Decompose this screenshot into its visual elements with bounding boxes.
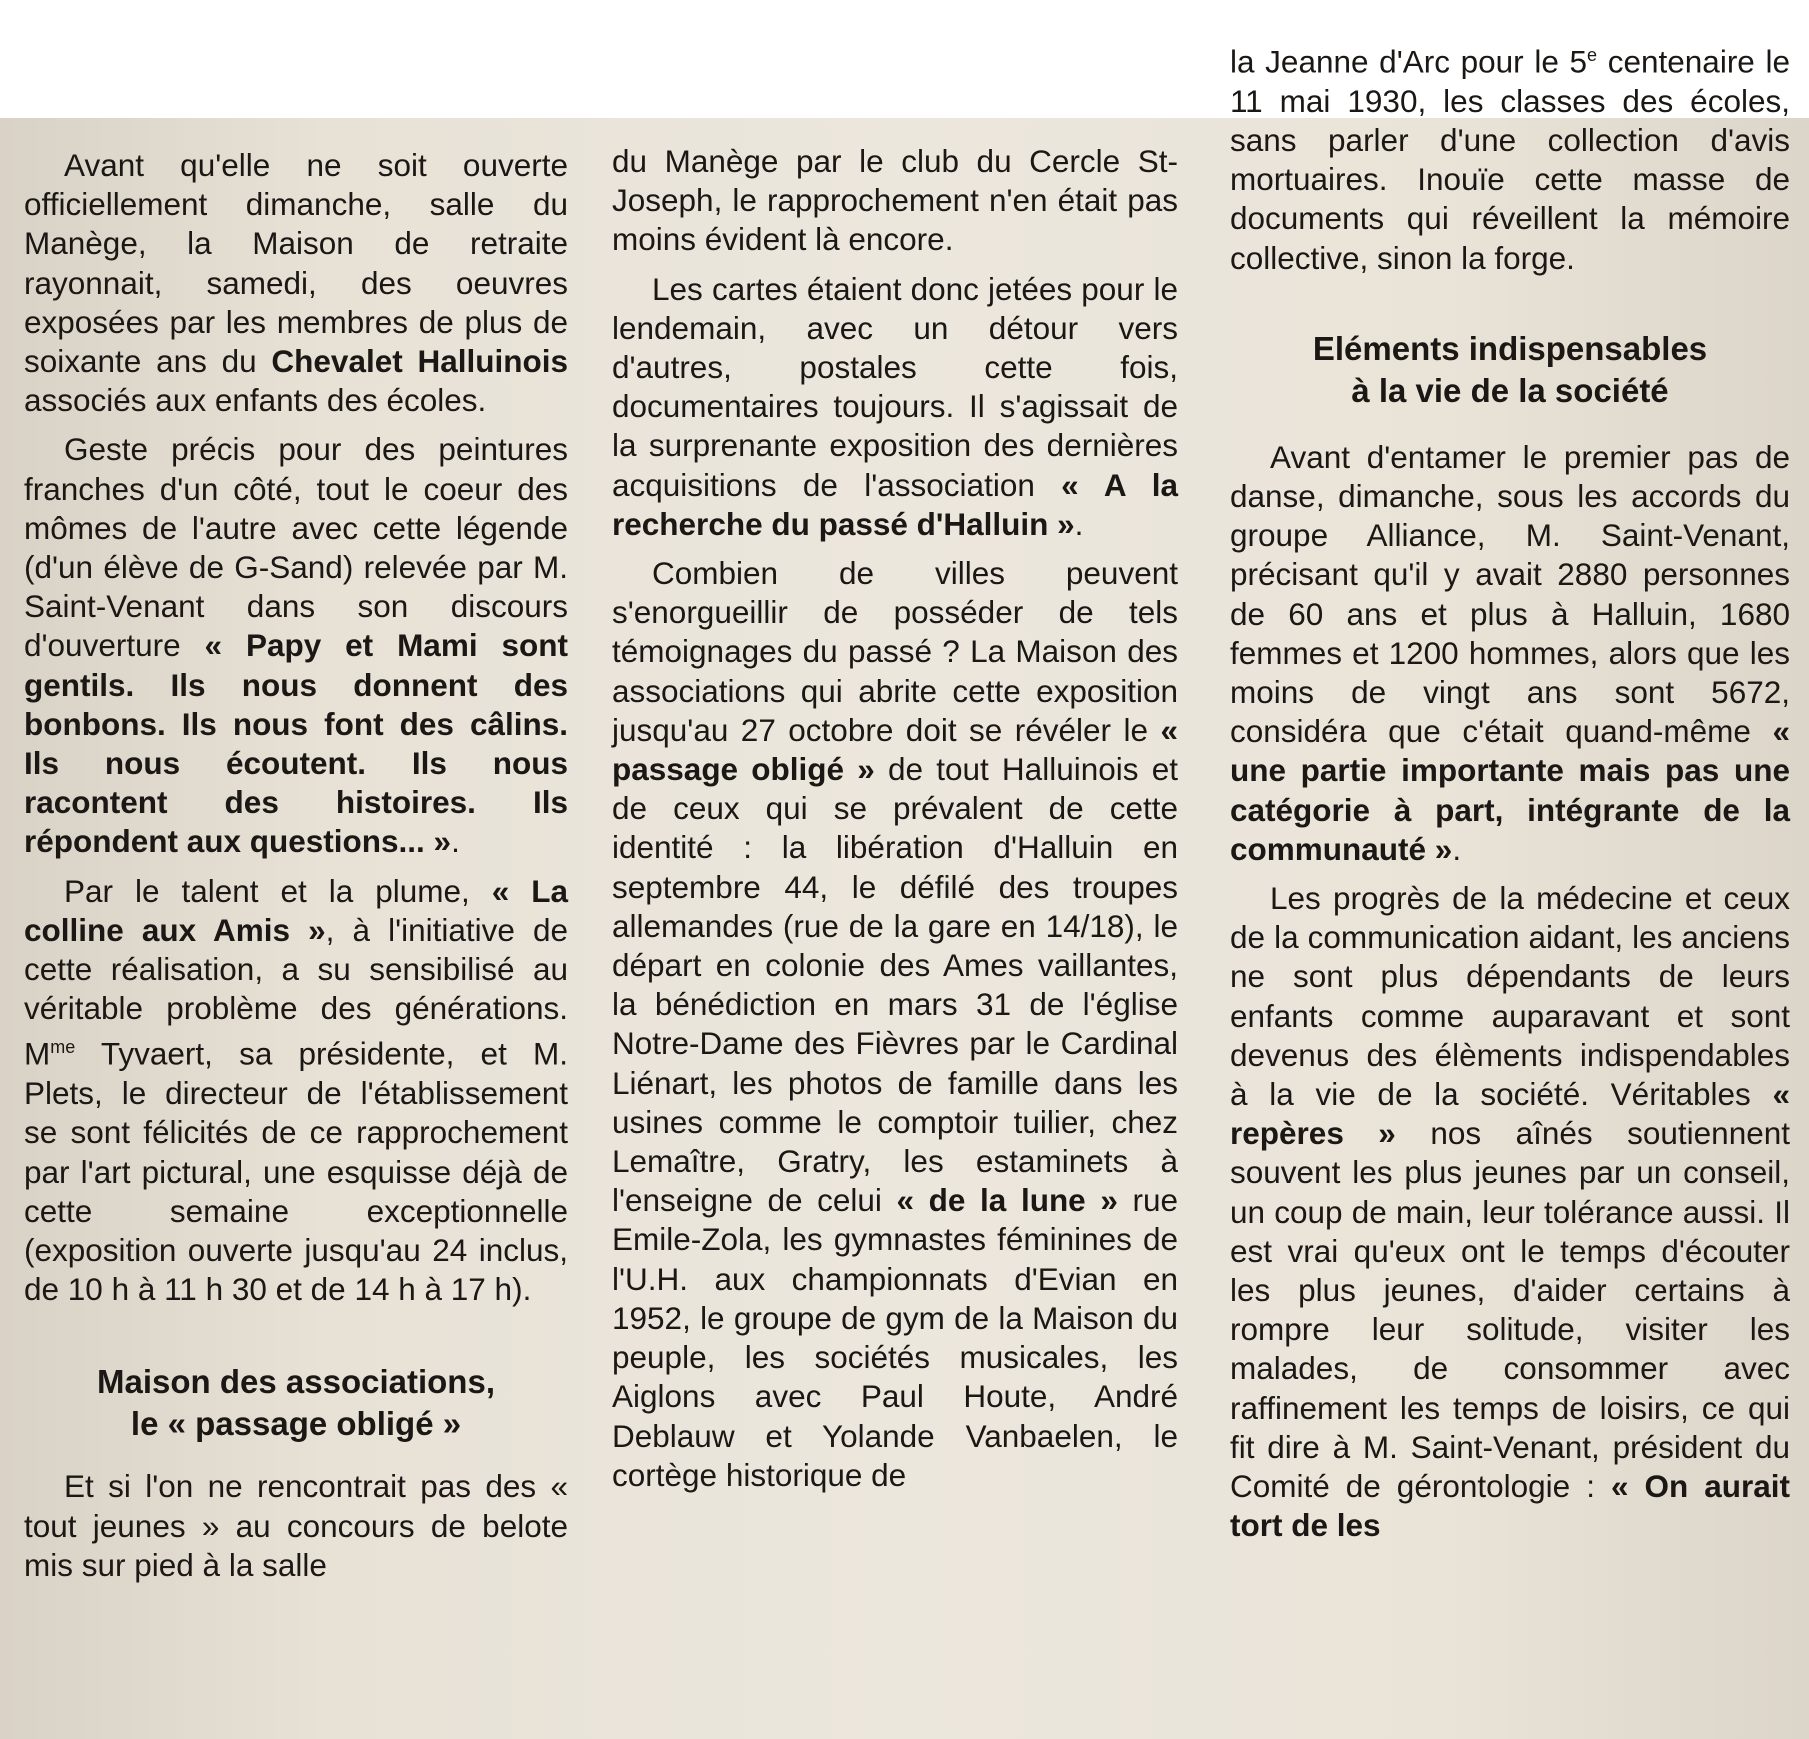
bold-quote: « une partie importante mais pas une catégorie à part, intégrante de la communauté » [1230,713,1790,867]
section-heading [1230,328,1790,412]
text-run: Tyvaert, sa présidente, et M. Plets, le directeur de l'établissement se sont félicités de ce rapprochement par l'art pictural, une esquisse déjà de cette semaine exceptionnelle (exposition ouverte jusqu'au 24 inclus, de 10 h à 11 h 30 et de 14 h à 17 h). [24,1035,568,1308]
paragraph [612,554,1178,1495]
text-run: nos aînés soutiennent souvent les plus jeunes par un conseil, un coup de main, leur tolérance aussi. Il est vrai qu'eux ont le temps d'écouter les plus jeunes, d'aider certains à rompre leur solitude, visiter les malades, de consommer avec raffinement les temps de loisirs, ce qui fit dire à M. Saint-Venant, président du Comité de gérontologie : [1230,1115,1791,1504]
text-run: , à l'initiative de cette réalisation, a su sensibilisé au véritable problème des générations. M [24,911,568,1072]
paragraph: Et si l'on ne rencontrait pas des « tout jeunes » au concours de belote mis sur pied à la salle [24,1468,568,1583]
bold-quote: « Papy et Mami sont gentils. Ils nous donnent des bonbons. Ils nous font des câlins. Ils nous écoutent. Ils nous racontent des histoires. Ils répondent aux questions... » [24,627,568,860]
text-run: . [1452,830,1462,867]
paragraph [612,270,1178,544]
text-run: . [451,823,460,860]
article-column-3 [1230,36,1790,1555]
text-run: de tout Halluinois et de ceux qui se prévalent de cette identité : la libération d'Halluin en septembre 44, le défilé des troupes allemandes (rue de la gare en 14/18), le départ en colonie des Ames vaillantes, la bénédiction en mars 31 de l'église Notre-Dame des Fièvres par le Cardinal Liénart, les photos de famille dans les usines comme le comptoir tuilier, chez Lemaître, Gratry, les estaminets à l'enseigne de celui [612,751,1178,1219]
superscript: e [1587,45,1598,65]
paragraph [24,430,568,861]
paragraph: du Manège par le club du Cercle St-Joseph, le rapprochement n'en était pas moins évident là encore. [612,143,1178,258]
text-run: . [1074,505,1084,542]
paragraph [1230,36,1790,278]
bold-quote: « passage obligé » [612,711,1178,788]
text-run: centenaire le 11 mai 1930, les classes des écoles, sans parler d'une collection d'avis mortuaires. Inouïe cette masse de documents qui réveillent la mémoire collective, sinon la forge. [1230,43,1791,276]
text-run: rue Emile-Zola, les gymnastes féminines de l'U.H. aux championnats d'Evian en 1952, le groupe de gym de la Maison du peuple, les sociétés musicales, les Aiglons avec Paul Houte, André Deblauw et Yolande Vanbaelen, le cortège historique de [612,1182,1178,1493]
text-run: Avant qu'elle ne soit ouverte officiellement dimanche, salle du Manège, la Maison de retraite rayonnait, samedi, des oeuvres exposées par les membres de plus de soixante ans du [24,147,568,380]
heading-line: le « passage obligé » [130,1405,462,1443]
paragraph [24,146,568,420]
superscript: me [50,1037,76,1058]
article-column-1 [24,146,568,1595]
bold-quote: « A la recherche du passé d'Halluin » [612,466,1178,542]
text-run: Les progrès de la médecine et ceux de la communication aidant, les anciens ne sont plus dépendants de leurs enfants comme auparavant et sont devenus des élèments indispendables à la vie de la société. Véritables [1230,879,1790,1112]
text-run: Les cartes étaient donc jetées pour le lendemain, avec un détour vers d'autres, postales cette fois, documentaires toujours. Il s'agissait de la surprenante exposition des dernières acquisitions de l'association [612,270,1178,503]
text-run: Avant d'entamer le premier pas de danse, dimanche, sous les accords du groupe Alliance, M. Saint-Venant, précisant qu'il y avait 2880 personnes de 60 ans et plus à Halluin, 1680 femmes et 1200 hommes, alors que les moins de vingt ans sont 5672, considéra que c'était quand-même [1230,438,1790,750]
bold-quote: « de la lune » [896,1182,1118,1219]
paragraph [1230,438,1790,869]
heading-line: à la vie de la société [1351,371,1669,409]
article-column-2 [612,142,1178,1505]
text-run: Geste précis pour des peintures franches d'un côté, tout le coeur des mômes de l'autre avec cette légende (d'un élève de G-Sand) relevée par M. Saint-Venant dans son discours d'ouverture [24,431,568,664]
text-run: associés aux enfants des écoles. [24,382,487,419]
bold-quote: « repères » [1230,1075,1790,1152]
heading-line: Maison des associations, [97,1363,495,1401]
text-run: Combien de villes peuvent s'enorgueillir de posséder de tels témoignages du passé ? La Maison des associations qui abrite cette exposition jusqu'au 27 octobre doit se révéler le [612,555,1178,748]
text-run: Par le talent et la plume, [64,872,492,909]
text-run: la Jeanne d'Arc pour le 5 [1230,43,1588,80]
paragraph [24,872,568,1310]
bold-quote: « La colline aux Amis » [24,872,568,948]
bold-text: Chevalet Halluinois [271,343,569,380]
heading-line: Eléments indispensables [1312,329,1708,367]
paragraph [1230,879,1790,1545]
section-heading [24,1361,568,1445]
bold-quote: « On aurait tort de les [1230,1468,1790,1544]
